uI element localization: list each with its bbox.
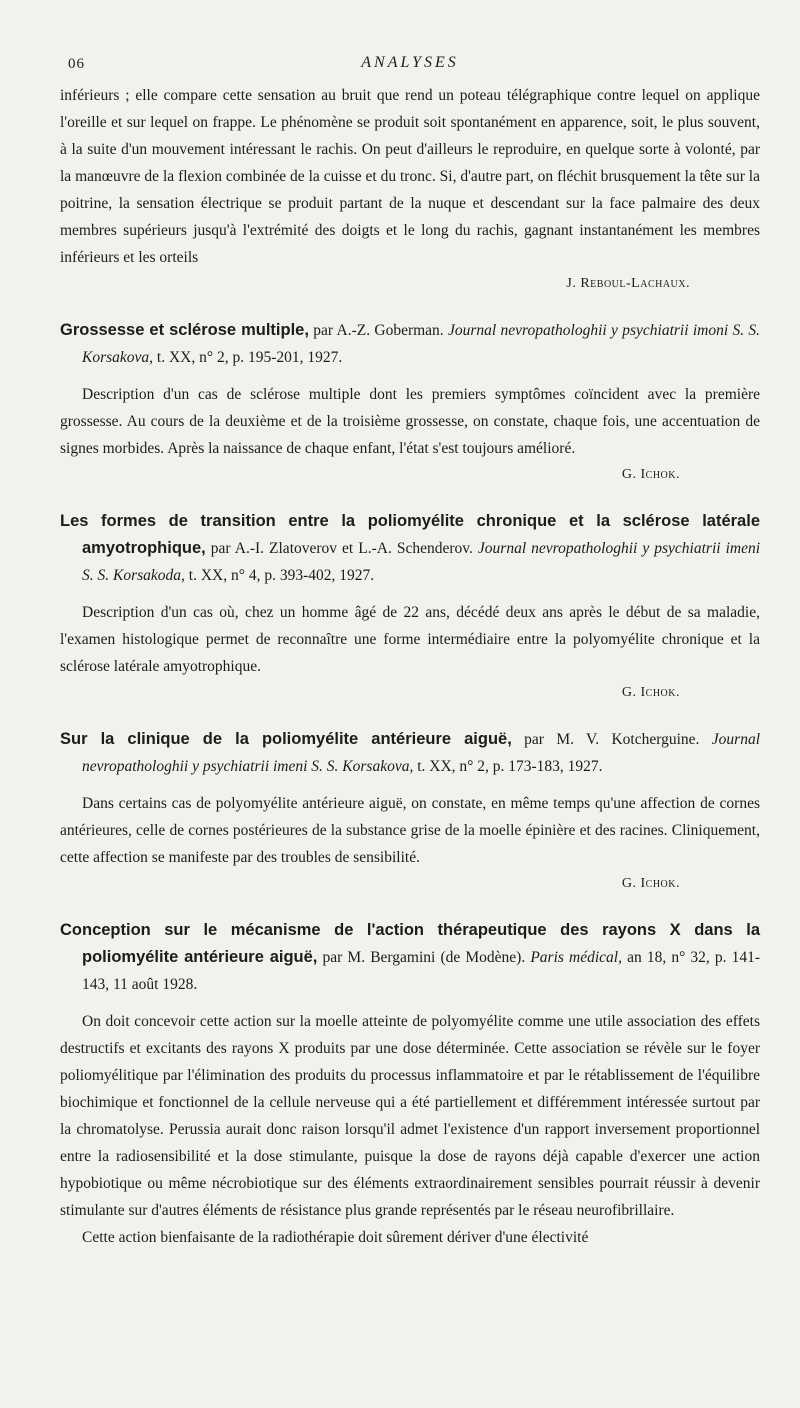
entry-journal: Journal nevropathologhii y psychiatrii imeni S. S. Korsakova, [82, 731, 761, 775]
entry-body: Description d'un cas de sclérose multiple dont les premiers symptômes coïncident avec la première grossesse. Au cours de la deuxième et de la troisième grossesse, on constate, chaque fois, une accentuation de signes morbides. Après la naissance de chaque enfant, l'état s'est toujours amélioré. [60, 386, 760, 457]
entry-heading [60, 317, 760, 371]
entry-citation: t. XX, n° 2, p. 195-201, 1927. [156, 349, 343, 366]
entry-citation: an 18, n° 32, p. 141-143, 11 août 1928. [82, 949, 761, 993]
entry-citation: t. XX, n° 2, p. 173-183, 1927. [417, 758, 603, 775]
review-entry-grossesse [60, 317, 760, 488]
continued-review [60, 82, 760, 297]
entry-heading [60, 726, 760, 780]
entry-title: Grossesse et sclérose multiple, [60, 321, 309, 339]
page-number: 06 [68, 56, 85, 72]
entry-journal: Journal nevropathologhii y psychiatrii imeni S. S. Korsakoda, [82, 540, 761, 584]
entry-byline: par A.-I. Zlatoverov et L.-A. Schenderov. [210, 540, 473, 557]
entry-citation: t. XX, n° 4, p. 393-402, 1927. [188, 567, 375, 584]
running-head [60, 52, 760, 82]
reviewer-signature: J. Reboul-Lachaux. [566, 276, 690, 291]
review-entry-clinique-poliomyelite [60, 726, 760, 897]
entry-byline: par M. V. Kotcherguine. [524, 731, 700, 748]
entry-heading [60, 917, 760, 998]
entry-body: Description d'un cas où, chez un homme âgé de 22 ans, décédé deux ans après le début de sa maladie, l'examen histologique permet de reconnaître une forme intermédiaire entre la polyomyélite chronique et la sclérose latérale amyotrophique. [60, 604, 760, 675]
entry-byline: par A.-Z. Goberman. [313, 322, 444, 339]
entry-heading [60, 508, 760, 589]
entry-byline: par M. Bergamini (de Modène). [322, 949, 526, 966]
entry-journal: Paris médical, [530, 949, 622, 966]
reviewer-signature: G. Ichok. [621, 685, 680, 700]
entry-title: Les formes de transition entre la poliomyélite chronique et la sclérose latérale amyotrophique, [60, 512, 760, 557]
continued-paragraph: inférieurs ; elle compare cette sensation au bruit que rend un poteau télégraphique contre lequel on applique l'oreille et sur lequel on frappe. Le phénomène se produit soit spontanément en apparence, soit, le plus souvent, à la suite d'un mouvement intéressant le rachis. On peut d'ailleurs le reproduire, en quelque sorte à volonté, par la manœuvre de la flexion combinée de la cuisse et du tronc. Si, d'autre part, on fléchit brusquement la tête sur la poitrine, la sensation électrique se produit partant de la nuque et descendant sur la face palmaire des deux membres supérieurs jusqu'à l'extrémité des doigts et le long du rachis, gagnant instantanément les membres inférieurs et les orteils [60, 87, 760, 266]
section-title: ANALYSES [361, 54, 459, 71]
entry-title: Sur la clinique de la poliomyélite antérieure aiguë, [60, 730, 512, 748]
entry-body: On doit concevoir cette action sur la moelle atteinte de polyomyélite comme une utile association des effets destructifs et excitants des rayons X produits par une dose déterminée. Cette association se révèle sur le foyer poliomyélitique par l'élimination des produits du processus inflammatoire et par le rétablissement de l'équilibre biochimique et fonctionnel de la cellule nerveuse qui a été partiellement et différemment intéressée surtout par la chromatolyse. Perussia aurait donc raison lorsqu'il admet l'existence d'un rapport inversement proportionnel entre la radiosensibilité et la dose stimulante, puisque la dose de rayons déjà capable d'exercer une action hypobiotique ou même nécrobiotique sur des éléments extraordinairement sensibles pourrait réussir à devenir stimulante sur d'autres éléments de résistance plus grande représentés par le réseau neurofibrillaire. [60, 1013, 760, 1219]
entry-body-continued: Cette action bienfaisante de la radiothérapie doit sûrement dériver d'une électivité [82, 1229, 589, 1246]
reviewer-signature: G. Ichok. [621, 876, 680, 891]
entry-body: Dans certains cas de polyomyélite antérieure aiguë, on constate, en même temps qu'une affection de cornes antérieures, celle de cornes postérieures de la substance grise de la moelle épinière et des racines. Cliniquement, cette affection se manifeste par des troubles de sensibilité. [60, 795, 760, 866]
reviewer-signature: G. Ichok. [621, 467, 680, 482]
entry-journal: Journal nevropathologhii y psychiatrii imoni S. S. Korsakova, [82, 322, 761, 366]
review-entry-rayons-x [60, 917, 760, 1251]
review-entry-formes-de-transition [60, 508, 760, 706]
entry-title: Conception sur le mécanisme de l'action thérapeutique des rayons X dans la poliomyélite antérieure aiguë, [60, 921, 760, 966]
